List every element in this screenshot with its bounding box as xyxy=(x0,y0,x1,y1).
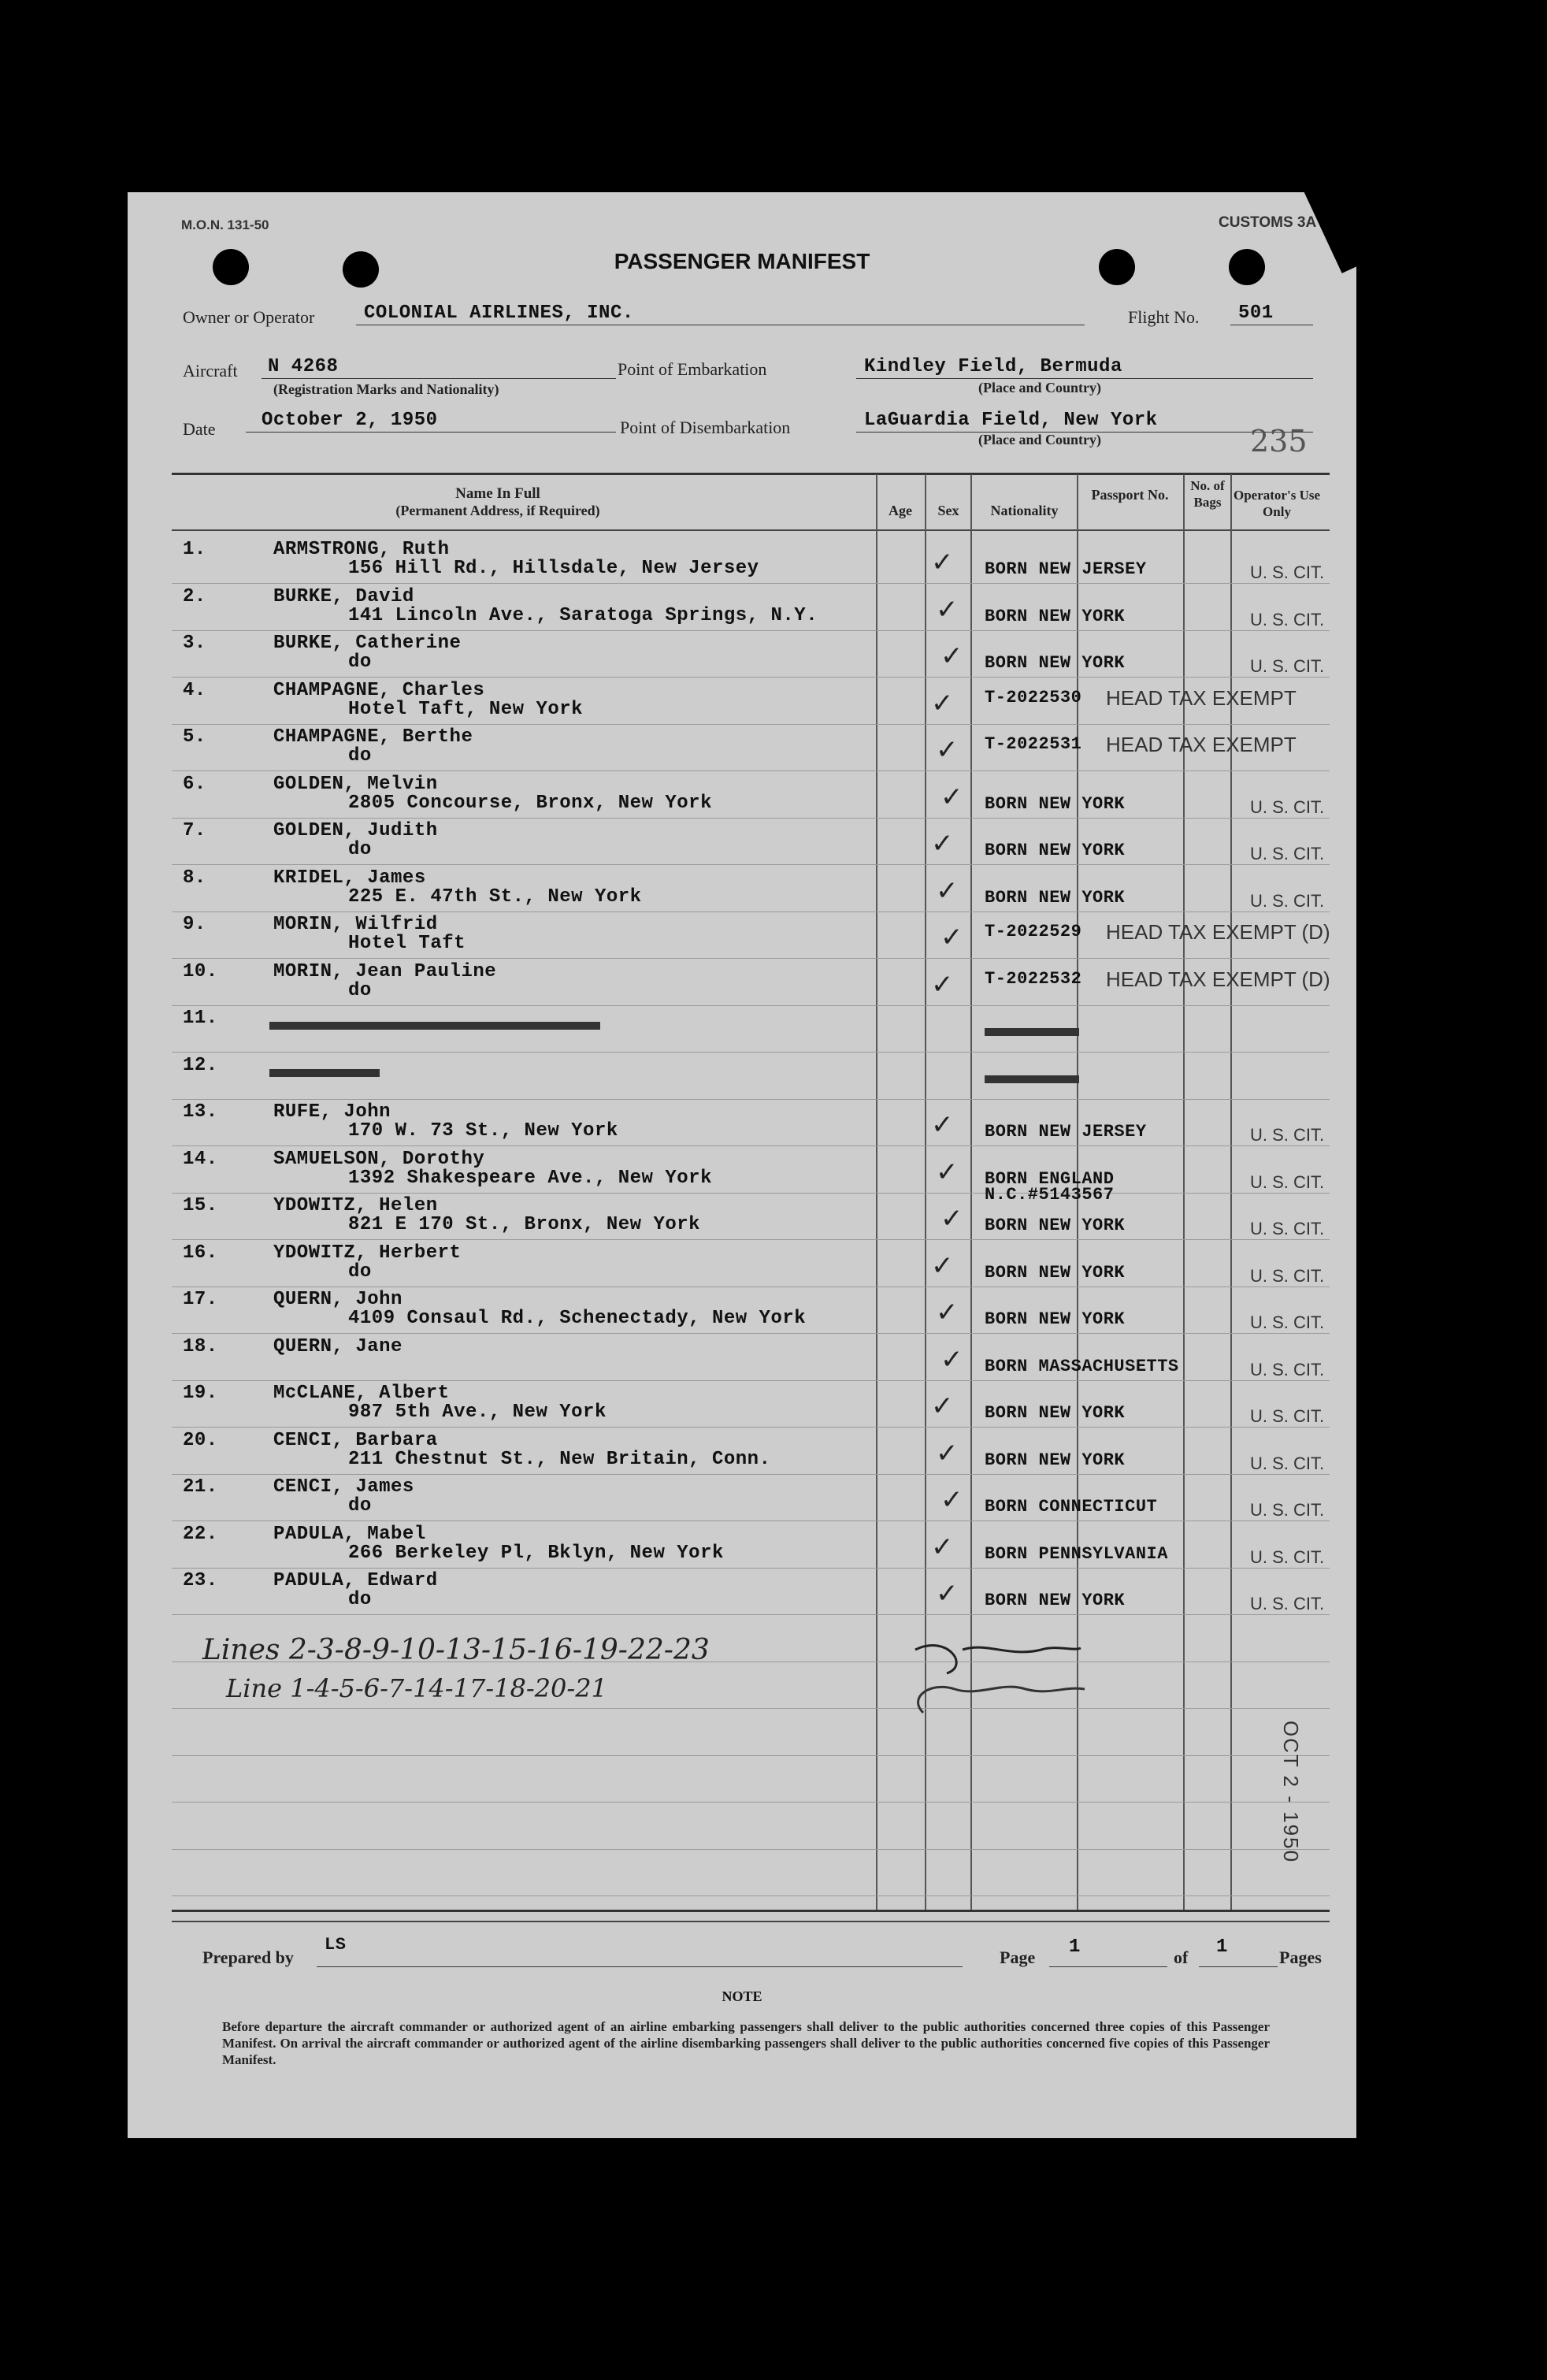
passenger-name: McCLANE, Albert xyxy=(273,1383,450,1404)
row-rule xyxy=(172,677,1330,678)
row-rule xyxy=(172,1099,1330,1100)
operator-note: HEAD TAX EXEMPT xyxy=(1106,733,1297,756)
pages-label: Pages xyxy=(1279,1947,1322,1967)
operator-note: U. S. CIT. xyxy=(1250,844,1325,863)
row-number: 5. xyxy=(183,726,206,748)
row-rule xyxy=(172,1052,1330,1053)
nationality-value: BORN NEW YORK xyxy=(985,1450,1126,1470)
inspector-signature xyxy=(900,1634,1089,1721)
passenger-address: do xyxy=(348,1495,372,1517)
row-rule xyxy=(172,818,1330,819)
passenger-address: 141 Lincoln Ave., Saratoga Springs, N.Y. xyxy=(348,604,818,626)
flight-label: Flight No. xyxy=(1128,307,1200,327)
nationality-value: BORN NEW YORK xyxy=(985,653,1126,673)
embark-sub: (Place and Country) xyxy=(978,380,1101,395)
sex-check-mark: ✓ xyxy=(931,968,954,1001)
passenger-address: do xyxy=(348,839,372,860)
disembark-sub: (Place and Country) xyxy=(978,432,1101,447)
date-underline xyxy=(246,432,616,433)
sex-check-mark: ✓ xyxy=(931,1249,954,1282)
embark-label: Point of Embarkation xyxy=(618,359,767,379)
passenger-address: 266 Berkeley Pl, Bklyn, New York xyxy=(348,1542,724,1564)
nationality-value: T-2022530 xyxy=(985,687,1082,707)
row-number: 9. xyxy=(183,914,206,935)
col-nationality-header: Nationality xyxy=(990,503,1059,518)
of-label: of xyxy=(1174,1947,1189,1967)
sex-check-mark: ✓ xyxy=(940,640,963,672)
operator-note: HEAD TAX EXEMPT (D) xyxy=(1106,920,1330,944)
passenger-address: do xyxy=(348,979,372,1001)
col-sex-header: Sex xyxy=(937,503,959,518)
operator-note: U. S. CIT. xyxy=(1250,1594,1325,1613)
nationality-value: BORN NEW YORK xyxy=(985,793,1126,814)
row-number: 10. xyxy=(183,960,218,982)
passenger-name: BURKE, David xyxy=(273,585,414,607)
passenger-address: Hotel Taft, New York xyxy=(348,698,584,720)
empty-row-rule xyxy=(172,1895,1330,1896)
row-rule xyxy=(172,1145,1330,1146)
row-rule xyxy=(172,864,1330,865)
passenger-address: Hotel Taft xyxy=(348,933,466,954)
row-number: 8. xyxy=(183,867,206,889)
row-rule xyxy=(172,1380,1330,1381)
nationality-value: BORN NEW YORK xyxy=(985,841,1126,860)
handwritten-lines-2: Line 1-4-5-6-7-14-17-18-20-21 xyxy=(226,1673,607,1703)
customs-label: CUSTOMS 3A xyxy=(1219,214,1317,231)
total-pages-value: 1 xyxy=(1216,1936,1228,1958)
aircraft-sub: (Registration Marks and Nationality) xyxy=(273,381,499,397)
sex-check-mark: ✓ xyxy=(940,922,963,953)
row-number: 21. xyxy=(183,1476,218,1498)
nationality-value: BORN PENNSYLVANIA xyxy=(985,1543,1168,1564)
passenger-address: 170 W. 73 St., New York xyxy=(348,1120,618,1142)
sex-check-mark: ✓ xyxy=(931,547,954,578)
nationality-value: BORN NEW YORK xyxy=(985,1309,1126,1329)
sex-check-mark: ✓ xyxy=(931,1109,954,1141)
passenger-name: GOLDEN, Judith xyxy=(273,820,438,841)
col-name-subheader: (Permanent Address, if Required) xyxy=(395,503,600,518)
row-number: 18. xyxy=(183,1335,218,1357)
date-stamp: OCT 2 - 1950 xyxy=(1279,1721,1303,1864)
nationality-value: BORN NEW YORK xyxy=(985,1403,1126,1423)
passenger-name: CENCI, Barbara xyxy=(273,1429,438,1451)
row-number: 20. xyxy=(183,1429,218,1451)
sex-check-mark: ✓ xyxy=(940,1484,963,1516)
date-label: Date xyxy=(183,419,216,439)
passenger-address: 156 Hill Rd., Hillsdale, New Jersey xyxy=(348,558,759,579)
passenger-address: do xyxy=(348,1261,372,1283)
footer-rule xyxy=(172,1921,1330,1922)
prepared-underline xyxy=(317,1966,963,1967)
sex-check-mark: ✓ xyxy=(931,1390,954,1422)
nationality-value: BORN NEW JERSEY xyxy=(985,1122,1147,1142)
passenger-address: 821 E 170 St., Bronx, New York xyxy=(348,1214,701,1235)
passenger-name: MORIN, Jean Pauline xyxy=(273,960,497,982)
row-number: 19. xyxy=(183,1383,218,1404)
nationality-value: BORN NEW YORK xyxy=(985,1216,1126,1235)
passenger-name: GOLDEN, Melvin xyxy=(273,773,438,795)
row-number: 22. xyxy=(183,1523,218,1545)
nationality-value: BORN MASSACHUSETTS xyxy=(985,1356,1179,1376)
operator-note: U. S. CIT. xyxy=(1250,609,1325,629)
row-rule xyxy=(172,1333,1330,1334)
row-rule xyxy=(172,1614,1330,1615)
sex-check-mark: ✓ xyxy=(940,1203,963,1235)
owner-label: Owner or Operator xyxy=(183,307,315,327)
row-number: 17. xyxy=(183,1289,218,1310)
aircraft-value: N 4268 xyxy=(268,356,339,377)
disembark-label: Point of Disembarkation xyxy=(620,418,791,437)
passenger-address: 1392 Shakespeare Ave., New York xyxy=(348,1167,712,1189)
row-number: 7. xyxy=(183,820,206,841)
struck-out-passport xyxy=(985,1028,1079,1036)
disembark-value: LaGuardia Field, New York xyxy=(864,410,1158,431)
nationality-value: BORN NEW YORK xyxy=(985,1262,1126,1283)
passenger-name: YDOWITZ, Herbert xyxy=(273,1242,462,1264)
col-age-header: Age xyxy=(889,503,912,518)
sex-check-mark: ✓ xyxy=(936,734,959,766)
aircraft-label: Aircraft xyxy=(183,361,238,381)
row-rule xyxy=(172,583,1330,584)
nationality-value: BORN ENGLAND xyxy=(985,1168,1115,1189)
embark-value: Kindley Field, Bermuda xyxy=(864,356,1122,377)
sex-check-mark: ✓ xyxy=(940,781,963,813)
row-number: 1. xyxy=(183,539,206,560)
row-number: 23. xyxy=(183,1570,218,1591)
row-rule xyxy=(172,1427,1330,1428)
operator-note: U. S. CIT. xyxy=(1250,1359,1325,1379)
passenger-name: QUERN, John xyxy=(273,1289,403,1310)
passenger-address: do xyxy=(348,745,372,767)
row-rule xyxy=(172,1005,1330,1006)
prepared-value: LS xyxy=(325,1935,347,1955)
sex-check-mark: ✓ xyxy=(936,1578,959,1610)
table-header-rule xyxy=(172,529,1330,531)
passenger-name: PADULA, Mabel xyxy=(273,1523,426,1545)
row-number: 6. xyxy=(183,773,206,795)
prepared-label: Prepared by xyxy=(202,1947,294,1967)
row-rule xyxy=(172,724,1330,725)
passenger-name: RUFE, John xyxy=(273,1101,391,1123)
sex-check-mark: ✓ xyxy=(931,828,954,860)
table-top-rule xyxy=(172,473,1330,475)
nationality-value: BORN NEW YORK xyxy=(985,606,1126,626)
operator-note: U. S. CIT. xyxy=(1250,1313,1325,1332)
row-rule xyxy=(172,1474,1330,1475)
sex-check-mark: ✓ xyxy=(936,1297,959,1328)
page-underline xyxy=(1049,1966,1167,1967)
sex-check-mark: ✓ xyxy=(931,687,954,719)
sex-check-mark: ✓ xyxy=(936,1437,959,1469)
form-number: M.O.N. 131-50 xyxy=(181,217,269,232)
empty-row-rule xyxy=(172,1802,1330,1803)
nationality-value: BORN NEW YORK xyxy=(985,887,1126,908)
date-value: October 2, 1950 xyxy=(262,410,438,431)
operator-note: U. S. CIT. xyxy=(1250,1265,1325,1286)
table-bottom-rule xyxy=(172,1910,1330,1912)
note-text: Before departure the aircraft commander or authorized agent of an airline embarking passengers shall deliver to the public authorities concerned three copies of this Passenger Manifest. On arrival the aircraft commander or authorized agent of the airline disembarking passengers shall deliver to the public authorities concerned five copies of this Passenger Manifest. xyxy=(222,2019,1270,2067)
flight-value: 501 xyxy=(1238,303,1274,324)
page-value: 1 xyxy=(1069,1936,1081,1958)
row-rule xyxy=(172,1520,1330,1521)
sex-check-mark: ✓ xyxy=(936,593,959,626)
operator-note: U. S. CIT. xyxy=(1250,1500,1325,1520)
passenger-name: SAMUELSON, Dorothy xyxy=(273,1148,485,1170)
passenger-name: ARMSTRONG, Ruth xyxy=(273,539,450,560)
operator-note: U. S. CIT. xyxy=(1250,1219,1325,1238)
total-underline xyxy=(1199,1966,1278,1967)
row-rule xyxy=(172,1568,1330,1569)
empty-row-rule xyxy=(172,1755,1330,1756)
struck-out-entry xyxy=(269,1069,380,1077)
col-name-header: Name In Full xyxy=(455,485,540,502)
row-number: 11. xyxy=(183,1008,218,1029)
col-passport-header: Passport No. xyxy=(1091,487,1169,503)
embark-underline xyxy=(856,378,1313,379)
col-bags-header: No. of Bags xyxy=(1190,478,1225,510)
passenger-address: 4109 Consaul Rd., Schenectady, New York xyxy=(348,1308,807,1329)
row-rule xyxy=(172,630,1330,631)
row-rule xyxy=(172,1239,1330,1240)
passenger-address: do xyxy=(348,652,372,673)
passenger-name: BURKE, Catherine xyxy=(273,633,462,654)
struck-out-passport xyxy=(985,1075,1079,1083)
operator-note: HEAD TAX EXEMPT (D) xyxy=(1106,967,1330,991)
row-rule xyxy=(172,958,1330,959)
row-number: 14. xyxy=(183,1148,218,1170)
nationality-value: T-2022531 xyxy=(985,734,1082,754)
col-operator-header: Operator's Use Only xyxy=(1234,488,1321,519)
nationality-value: BORN CONNECTICUT xyxy=(985,1497,1158,1517)
operator-note: U. S. CIT. xyxy=(1250,1453,1325,1473)
passenger-name: CENCI, James xyxy=(273,1476,414,1498)
struck-out-entry xyxy=(269,1022,600,1030)
passenger-name: KRIDEL, James xyxy=(273,867,426,889)
row-rule xyxy=(172,770,1330,771)
row-number: 15. xyxy=(183,1195,218,1216)
operator-note: U. S. CIT. xyxy=(1250,796,1325,817)
page-title: PASSENGER MANIFEST xyxy=(614,249,870,273)
passenger-address: do xyxy=(348,1589,372,1610)
row-number: 16. xyxy=(183,1242,218,1264)
passenger-address: 211 Chestnut St., New Britain, Conn. xyxy=(348,1448,771,1470)
sex-check-mark: ✓ xyxy=(936,874,959,907)
stamp-number: 235 xyxy=(1250,424,1308,459)
row-number: 13. xyxy=(183,1101,218,1123)
row-number: 12. xyxy=(183,1054,218,1076)
operator-note: U. S. CIT. xyxy=(1250,656,1325,676)
owner-value: COLONIAL AIRLINES, INC. xyxy=(364,303,634,324)
manifest-sheet xyxy=(128,192,1356,2138)
passenger-name: CHAMPAGNE, Charles xyxy=(273,679,485,701)
empty-row-rule xyxy=(172,1849,1330,1850)
nationality-value: T-2022529 xyxy=(985,922,1082,941)
passenger-name: MORIN, Wilfrid xyxy=(273,914,438,935)
passenger-name: QUERN, Jane xyxy=(273,1335,403,1357)
operator-note: U. S. CIT. xyxy=(1250,890,1325,911)
passenger-name: YDOWITZ, Helen xyxy=(273,1195,438,1216)
empty-row-rule xyxy=(172,1708,1330,1709)
operator-note: U. S. CIT. xyxy=(1250,1546,1325,1567)
sex-check-mark: ✓ xyxy=(931,1531,954,1563)
page-label: Page xyxy=(1000,1947,1036,1967)
operator-note: U. S. CIT. xyxy=(1250,563,1325,582)
nationality-value: BORN NEW JERSEY xyxy=(985,559,1147,579)
sex-check-mark: ✓ xyxy=(940,1343,963,1376)
operator-note: HEAD TAX EXEMPT xyxy=(1106,685,1297,710)
handwritten-lines-1: Lines 2-3-8-9-10-13-15-16-19-22-23 xyxy=(202,1634,710,1666)
passenger-name: CHAMPAGNE, Berthe xyxy=(273,726,473,748)
row-number: 3. xyxy=(183,633,206,654)
operator-note: U. S. CIT. xyxy=(1250,1125,1325,1145)
note-title: NOTE xyxy=(722,1988,762,2004)
passenger-address: 987 5th Ave., New York xyxy=(348,1402,607,1423)
passenger-address: 2805 Concourse, Bronx, New York xyxy=(348,792,712,814)
operator-note: U. S. CIT. xyxy=(1250,1171,1325,1192)
nationality-value: T-2022532 xyxy=(985,968,1082,989)
passenger-address: 225 E. 47th St., New York xyxy=(348,886,642,908)
operator-note: U. S. CIT. xyxy=(1250,1406,1325,1426)
row-number: 4. xyxy=(183,679,206,701)
nationality-note: N.C.#5143567 xyxy=(985,1184,1115,1205)
row-rule xyxy=(172,1193,1330,1194)
row-number: 2. xyxy=(183,585,206,607)
passenger-name: PADULA, Edward xyxy=(273,1570,438,1591)
sex-check-mark: ✓ xyxy=(936,1156,959,1188)
nationality-value: BORN NEW YORK xyxy=(985,1591,1126,1610)
aircraft-underline xyxy=(262,378,616,379)
